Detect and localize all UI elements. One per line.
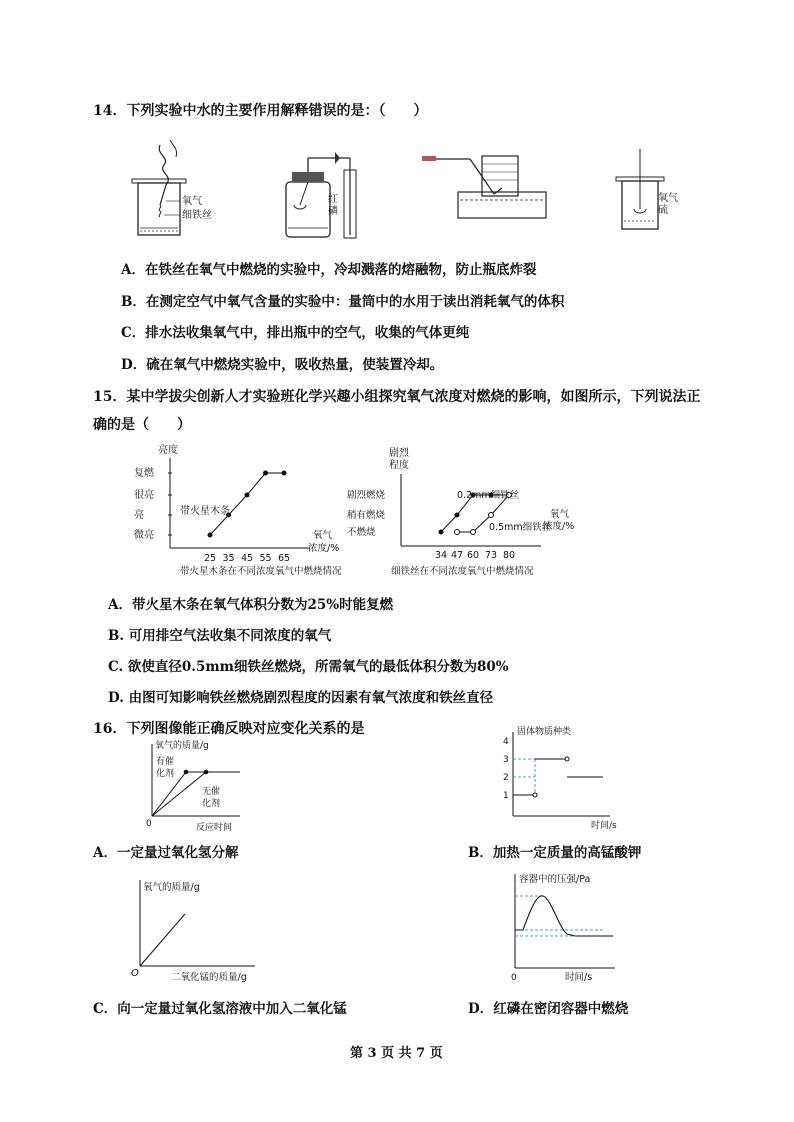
- apparatus-phosphorus: [280, 150, 370, 242]
- graph-d-origin: 0: [511, 973, 517, 983]
- graph-a-series-1-line1: 有催: [156, 757, 175, 767]
- chart2-ytick: 不燃烧: [347, 527, 376, 538]
- chart2-ylabel-1: 剧烈: [389, 448, 409, 459]
- fig2-label-1: 红: [328, 194, 338, 205]
- graph-c-xlabel: 二氧化锰的质量/g: [171, 972, 247, 983]
- graph-a-series-2-line1: 无催: [202, 787, 221, 797]
- chart1-xlabel-2: 浓度/%: [308, 543, 340, 554]
- fig4-label-sulfur: 硫: [658, 205, 668, 216]
- graph-b-ylabel: 固体物质种类: [517, 727, 572, 737]
- chart2-xtick: 47: [451, 550, 464, 561]
- chart2-series2-point: [455, 530, 460, 535]
- q15-option-a[interactable]: A．带火星木条在氧气体积分数为25%时能复燃: [108, 597, 394, 613]
- q14-option-d[interactable]: D．硫在氧气中燃烧实验中，吸收热量，使装置冷却。: [121, 357, 444, 373]
- fig2-label-2: 磷: [328, 206, 338, 217]
- page-footer: 第 3 页 共 7 页: [350, 1046, 443, 1061]
- graph-d: [505, 868, 625, 984]
- graph-d-ylabel: 容器中的压强/Pa: [519, 874, 591, 885]
- q14-option-c[interactable]: C．排水法收集氧气中，排出瓶中的空气，收集的气体更纯: [121, 325, 470, 341]
- chart1-xtick: 65: [278, 553, 291, 564]
- chart1-point: [282, 471, 287, 476]
- svg-text:4: 4: [503, 737, 509, 747]
- q16-option-c[interactable]: C．向一定量过氧化氢溶液中加入二氧化锰: [93, 1001, 347, 1017]
- chart2-xtick: 80: [503, 550, 516, 561]
- svg-text:2: 2: [503, 773, 509, 783]
- graph-b-xlabel: 时间/s: [591, 821, 617, 831]
- chart1-xtick: 45: [241, 553, 254, 564]
- q15-option-b[interactable]: B. 可用排空气法收集不同浓度的氧气: [108, 628, 332, 644]
- chart1-xlabel-1: 氧气: [313, 530, 333, 541]
- chart2-series1-point: [439, 530, 444, 535]
- chart2-xlabel-1: 氧气: [550, 509, 570, 520]
- chart1-ylabel: 亮度: [158, 445, 178, 456]
- chart2-series2-point: [489, 513, 494, 518]
- chart-splint-brightness: [130, 440, 350, 580]
- graph-c-origin: O: [131, 968, 139, 979]
- svg-text:3: 3: [503, 755, 509, 765]
- chart2-xtick: 34: [435, 550, 448, 561]
- chart2-title: 细铁丝在不同浓度氧气中燃烧情况: [391, 566, 534, 577]
- chart-iron-burning: [345, 446, 590, 581]
- q14-stem: 14．下列实验中水的主要作用解释错误的是：（ ）: [93, 103, 428, 119]
- apparatus-sulfur: [612, 145, 692, 235]
- chart2-series1-point: [455, 513, 460, 518]
- chart2-xlabel-2: 浓度/%: [543, 521, 575, 532]
- chart1-ytick: 复燃: [134, 468, 154, 479]
- chart2-xtick: 73: [485, 550, 498, 561]
- chart1-ytick: 很亮: [134, 490, 154, 501]
- chart1-series-line: [210, 473, 284, 535]
- chart2-xtick: 60: [467, 550, 480, 561]
- q14-option-b[interactable]: B．在测定空气中氧气含量的实验中：量筒中的水用于读出消耗氧气的体积: [121, 294, 565, 310]
- graph-d-xlabel: 时间/s: [565, 972, 593, 983]
- chart2-ytick: 稍有燃烧: [347, 510, 386, 521]
- graph-a-series-2-line2: 化剂: [202, 799, 221, 809]
- chart1-xtick: 55: [259, 553, 272, 564]
- q15-stem-line1: 15．某中学拔尖创新人才实验班化学兴趣小组探究氧气浓度对燃烧的影响，如图所示，下列说法正: [93, 389, 701, 405]
- apparatus-iron-wire: [130, 135, 240, 240]
- q16-option-d[interactable]: D．红磷在密闭容器中燃烧: [468, 1001, 629, 1017]
- q16-stem: 16．下列图像能正确反映对应变化关系的是: [93, 721, 365, 737]
- graph-a-series-1-line2: 化剂: [156, 769, 175, 779]
- q15-option-d[interactable]: D. 由图可知影响铁丝燃烧剧烈程度的因素有氧气浓度和铁丝直径: [108, 690, 494, 706]
- fig4-label-oxygen: 氧气: [658, 193, 678, 204]
- apparatus-water-collection: [420, 150, 555, 222]
- chart1-title: 带火星木条在不同浓度氧气中燃烧情况: [180, 566, 342, 577]
- chart1-point: [208, 533, 213, 538]
- chart2-series-label-1: 0.2mm细铁丝: [457, 490, 520, 501]
- graph-c: [125, 876, 270, 986]
- q16-option-b[interactable]: B．加热一定质量的高锰酸钾: [468, 845, 642, 861]
- chart2-series2-point: [471, 530, 476, 535]
- chart1-point: [245, 493, 250, 498]
- graph-a-ylabel: 氧气的质量/g: [155, 741, 209, 751]
- fig1-label-oxygen: 氧气: [182, 196, 202, 207]
- graph-a-xlabel: 反应时间: [196, 823, 233, 833]
- svg-text:1: 1: [503, 791, 509, 801]
- graph-a: [140, 736, 250, 836]
- chart1-xtick: 25: [204, 553, 217, 564]
- q16-option-a[interactable]: A．一定量过氧化氢分解: [93, 845, 239, 861]
- graph-c-ylabel: 氧气的质量/g: [143, 882, 200, 893]
- chart1-xtick: 35: [222, 553, 235, 564]
- q15-stem-line2: 确的是（ ）: [93, 417, 191, 433]
- q14-option-a[interactable]: A．在铁丝在氧气中燃烧的实验中，冷却溅落的熔融物，防止瓶底炸裂: [121, 262, 537, 278]
- chart1-ytick: 亮: [134, 510, 144, 521]
- chart1-ytick: 微亮: [134, 530, 154, 541]
- chart2-ylabel-2: 程度: [389, 460, 409, 471]
- q15-option-c[interactable]: C. 欲使直径0.5mm细铁丝燃烧，所需氧气的最低体积分数为80%: [108, 659, 509, 675]
- chart1-series-label: 带火星木条: [180, 506, 230, 517]
- chart2-series-label-2: 0.5mm细铁丝: [489, 522, 552, 533]
- graph-b: [495, 722, 625, 832]
- fig1-label-iron: 细铁丝: [182, 210, 212, 221]
- chart2-ytick: 剧烈燃烧: [347, 490, 386, 501]
- chart1-point: [263, 471, 268, 476]
- graph-a-origin: 0: [146, 819, 152, 829]
